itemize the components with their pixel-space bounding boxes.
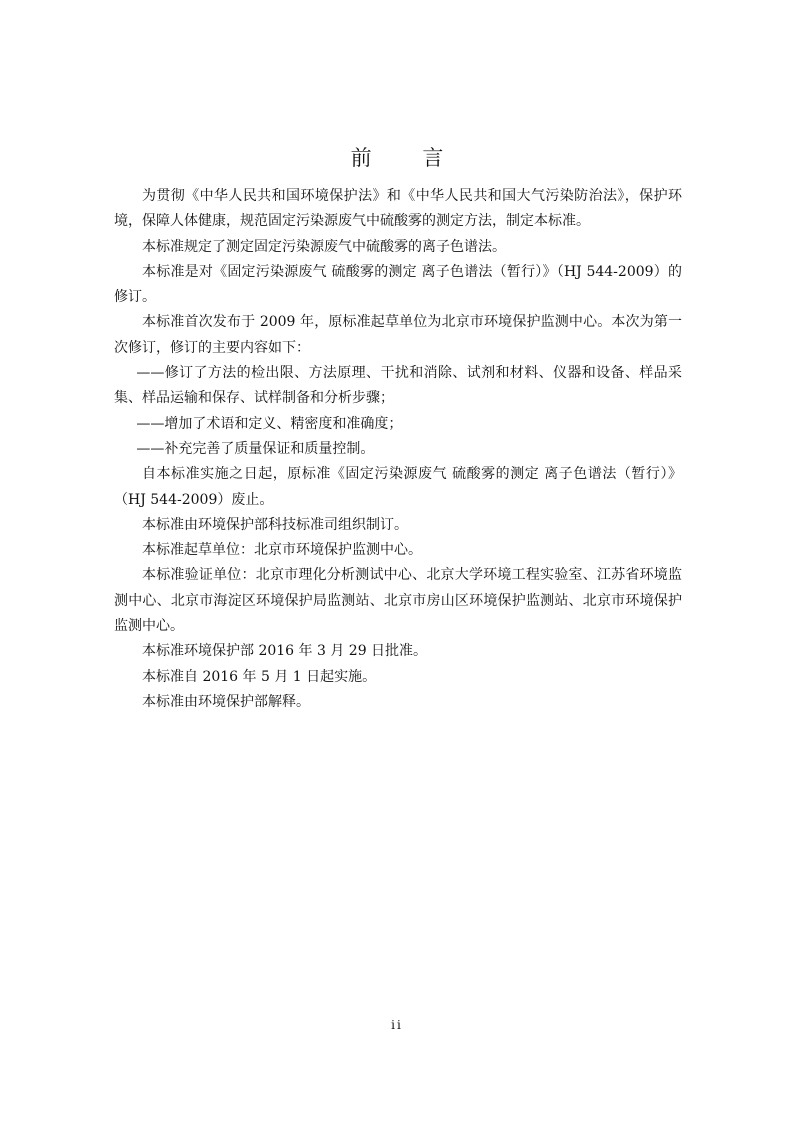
paragraph-effective: 本标准自 2016 年 5 月 1 日起实施。: [142, 668, 377, 685]
foreword-body: [114, 184, 682, 715]
paragraph-drafter: 本标准起草单位：北京市环境保护监测中心。: [142, 542, 422, 559]
page-number: ii: [391, 1018, 403, 1032]
paragraph-organizer: 本标准由环境保护部科技标准司组织制订。: [142, 516, 408, 533]
paragraph-interpretation: 本标准由环境保护部解释。: [142, 693, 310, 710]
paragraph-scope: 本标准规定了测定固定污染源废气中硫酸雾的离子色谱法。: [142, 238, 506, 255]
paragraph-change-3: ——补充完善了质量保证和质量控制。: [136, 440, 375, 457]
paragraph-purpose: 为贯彻《中华人民共和国环境保护法》和《中华人民共和国大气污染防治法》，保护环境，保障人体健康，规范固定污染源废气中硫酸雾的测定方法，制定本标准。: [114, 188, 682, 230]
paragraph-history: 本标准首次发布于 2009 年，原标准起草单位为北京市环境保护监测中心。本次为第一次修订，修订的主要内容如下：: [114, 314, 682, 356]
paragraph-abolition: 自本标准实施之日起，原标准《固定污染源废气 硫酸雾的测定 离子色谱法（暂行）》（HJ 544-2009）废止。: [114, 466, 682, 508]
paragraph-revision: 本标准是对《固定污染源废气 硫酸雾的测定 离子色谱法（暂行）》（HJ 544-2009）的修订。: [114, 263, 682, 306]
paragraph-approval: 本标准环境保护部 2016 年 3 月 29 日批准。: [142, 643, 428, 660]
paragraph-verifiers: 本标准验证单位：北京市理化分析测试中心、北京大学环境工程实验室、江苏省环境监测中心、北京市海淀区环境保护局监测站、北京市房山区环境保护监测站、北京市环境保护监测中心。: [114, 567, 682, 635]
page-title: 前 言: [350, 146, 466, 170]
paragraph-change-1: ——修订了方法的检出限、方法原理、干扰和消除、试剂和材料、仪器和设备、样品采集、样品运输和保存、试样制备和分析步骤；: [114, 365, 682, 407]
paragraph-change-2: ——增加了术语和定义、精密度和准确度；: [136, 415, 403, 432]
